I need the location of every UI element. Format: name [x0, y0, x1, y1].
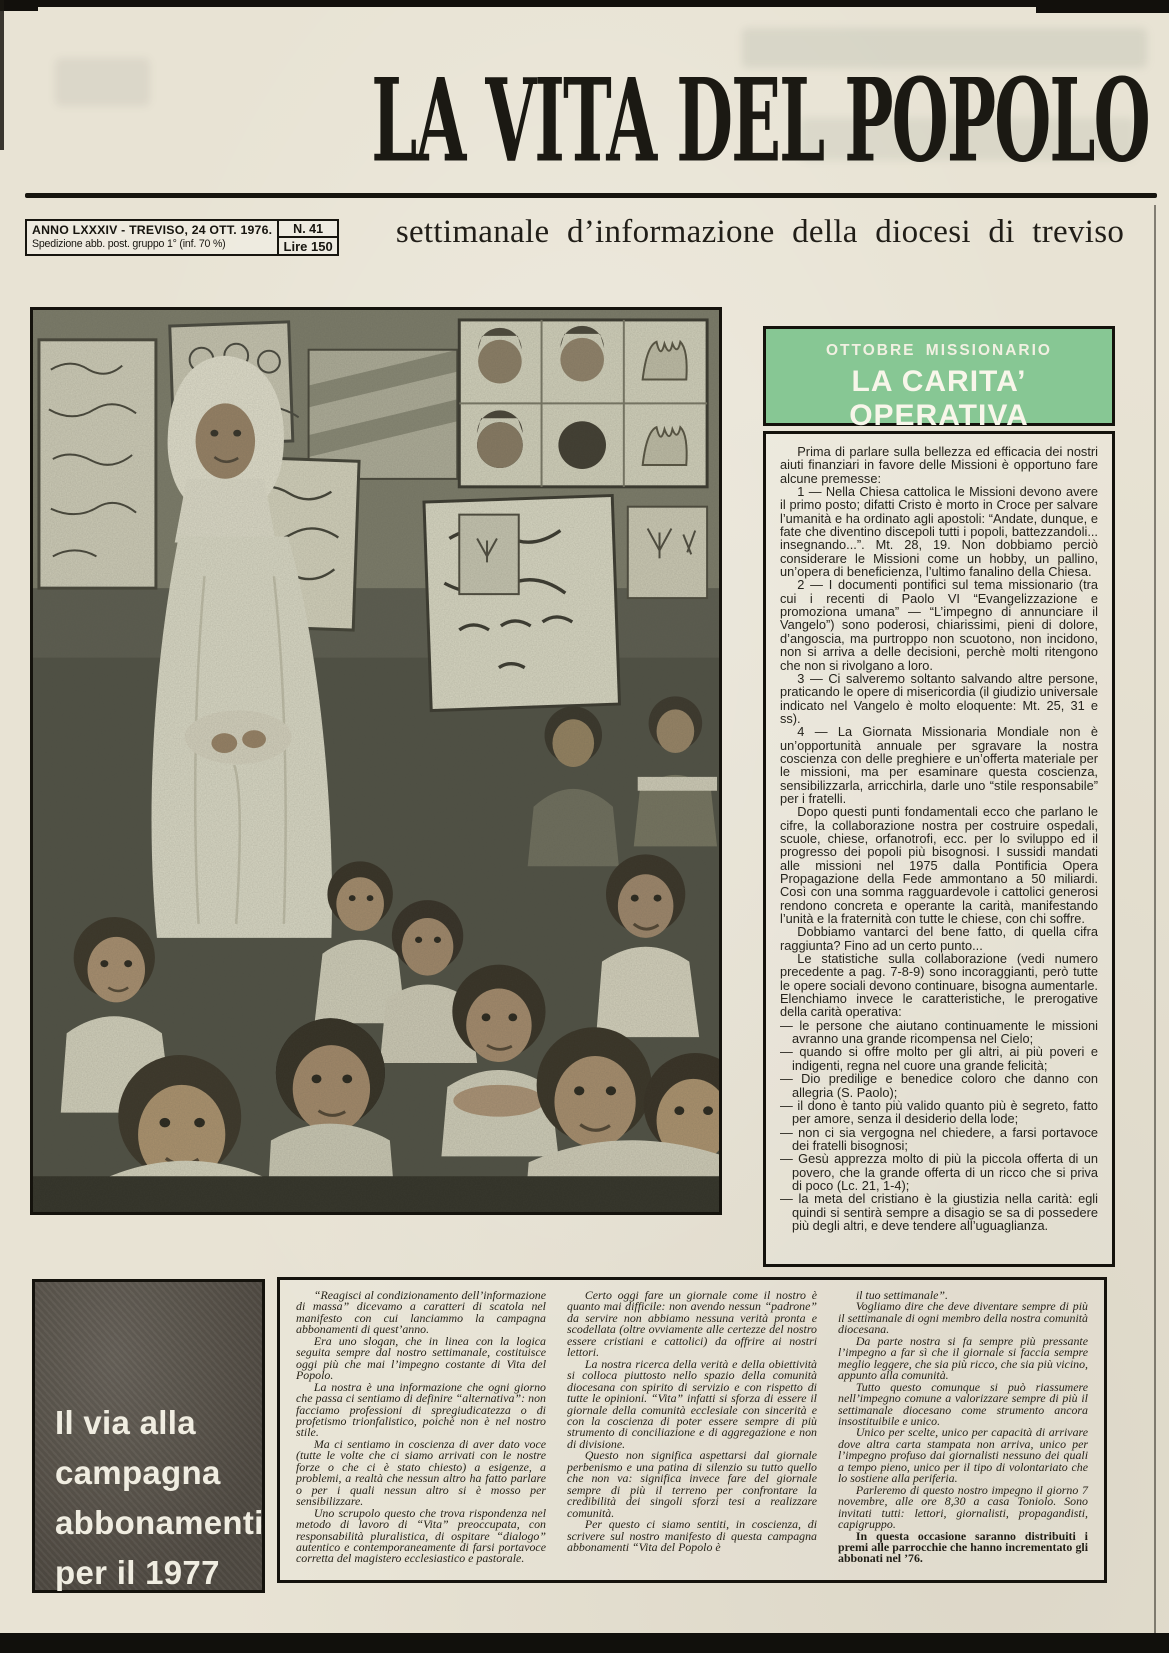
lead-paragraph: 2 — I documenti pontifici sul tema missionario (tra cui i recenti di Paolo VI “Evangelizzazione e promoziona umana” — “L’impegno di annunciare il Vangelo”) sono poderosi, chiarissimi, pieni di dolore, d’angoscia, ma purtroppo non scuotono, non incidono, non si arriva a delle decisioni, perchè molti ritengono che non si rivolgano a loro. — [780, 577, 1098, 673]
issue-date-line: ANNO LXXXIV - TREVISO, 24 OTT. 1976. — [32, 223, 273, 237]
lead-kicker: OTTOBRE MISSIONARIO — [825, 342, 1052, 359]
editorial-paragraph: Parleremo di questo nostro impegno il giorno 7 novembre, alle ore 8,30 a casa Toniolo. Sono invitati tutti: lettori, giornalisti, propagandisti, capigruppo. — [838, 1482, 1088, 1532]
lead-paragraph: 3 — Ci salveremo soltanto salvando altre persone, praticando le opere di misericordia (il giudizio universale indicato nel Vangelo è molto eloquente: Mt. 25, 31 e ss). — [780, 670, 1098, 726]
issue-price: Lire 150 — [283, 239, 333, 254]
editorial-paragraph: In questa occasione saranno distribuiti i premi alle parrocchie che hanno incrementato gli abbonati nel ’76. — [838, 1528, 1088, 1566]
promo-line: abbonamenti — [55, 1504, 264, 1541]
editorial-paragraph: Unico per scelte, unico per capacità di arrivare dove altra carta stampata non arriva, unico per l’impegno profuso dai giornalisti nessuno dei quali a tempo pieno, unico per il tipo di volontariato che lo sostiene alla periferia. — [838, 1425, 1088, 1486]
editorial-paragraph: La nostra ricerca della verità e della obiettività si colloca piuttosto nello spazio della comunità diocesana con spirito di servizio e con rispetto di tutte le opinioni. “Vita” infatti si sforza di essere il giornale della comunità ecclesiale con sincerità e con la coscienza di poter essere sempre di più strumento di conciliazione e di aggregazione e non di divisione. — [567, 1356, 817, 1451]
masthead-title: LA VITA DEL POPOLO — [371, 52, 1149, 188]
issue-postal-line: Spedizione abb. post. gruppo 1° (inf. 70 %) — [32, 238, 226, 250]
scan-edge-bottom — [0, 1633, 1169, 1653]
scan-edge-top — [0, 0, 1169, 7]
issue-info-left — [27, 221, 279, 254]
editorial-paragraph: Tutto questo comunque si può riassumere nell’impegno comune a valorizzare sempre di più il settimanale diocesano come strumento ancora insostituibile e unico. — [838, 1379, 1088, 1428]
lead-paragraph: 4 — La Giornata Missionaria Mondiale non è un’opportunità annuale per sgravare la nostra coscienza con delle preghiere e un’offerta materiale per le missioni, ma per esaminare questa coscienza, sensibilizzarla, arricchirla, darle uno “stile responsabile” per i fratelli. — [780, 724, 1098, 806]
editorial-column-2 — [567, 1290, 817, 1570]
scan-edge-left — [0, 0, 4, 150]
lead-bullet: — il dono è tanto più valido quanto più è segreto, fatto per amore, senza il desiderio della lode; — [780, 1097, 1098, 1127]
lead-bullet: — quando si offre molto per gli altri, ai più poveri e indigenti, regna nel cuore una grande felicità; — [780, 1044, 1098, 1073]
editorial-column-1 — [296, 1290, 546, 1570]
editorial-paragraph: “Reagisci al condizionamento dell’informazione di massa” dicevamo a caratteri di scatola nel manifesto con cui lanciammo la campagna abbonamenti di quest’anno. — [296, 1288, 546, 1337]
editorial-paragraph: il tuo settimanale”. — [855, 1288, 948, 1302]
lead-paragraph: Dobbiamo vantarci del bene fatto, di quella cifra raggiunta? Fino ad un certo punto... — [780, 924, 1098, 953]
editorial-paragraph: Era uno slogan, che in linea con la logica seguita sempre dal nostro settimanale, costituisce oggi più che mai l’impegno costante di Vita del Popolo. — [296, 1333, 546, 1383]
lead-paragraph: Le statistiche sulla collaborazione (vedi numero precedente a pag. 7-8-9) sono incoraggianti, però tutte le opere sociali devono continuare, bisogna aumentarle. Elenchiamo invece le caratteristiche, le prerogative della carità operativa: — [780, 951, 1098, 1020]
lead-bullet: — Gesù apprezza molto di più la piccola offerta di un povero, che la grande offerta di un ricco che si priva di poco (Lc. 21, 1-4); — [780, 1151, 1098, 1193]
editorial-column-3 — [838, 1290, 1088, 1570]
issue-info-box — [25, 219, 339, 256]
editorial-paragraph: Certo oggi fare un giornale come il nostro è quanto mai difficile: non avendo nessun “padrone” da servire non abbiamo nessuna verità pronta e scodellata (oltre ovviamente alle certezze del nostro essere cristiani e cattolici) da offrire ai nostri lettori. — [567, 1288, 817, 1360]
lead-paragraph: 1 — Nella Chiesa cattolica le Missioni devono avere il primo posto; difatti Cristo è morto in Croce per salvare l’umanità e ha ordinato agli apostoli: “Andate, dunque, e fate che diventino discepoli tutti i popoli, battezzandoli... insegnando...”. Mt. 28, 19. Non dobbiamo perciò considerare le Missioni come un hobby, un pallino, un’opera di beneficienza, l’ultimo fanalino della Chiesa. — [780, 484, 1098, 580]
editorial-paragraph: Per questo ci siamo sentiti, in coscienza, di scrivere sul nostro manifesto di questa campagna abbonamenti “Vita del Popolo è — [567, 1517, 817, 1554]
lead-article-header — [763, 326, 1115, 432]
editorial-paragraph: Da parte nostra si fa sempre più pressante l’impegno a far sì che il giornale si faccia sempre meglio leggere, che sia più ricco, che sia più vicino, appunto alla comunità. — [838, 1333, 1088, 1383]
issue-number: N. 41 — [293, 222, 324, 236]
masthead-subtitle: settimanale d’informazione della diocesi di treviso — [395, 214, 1125, 250]
lead-title: LA CARITA’ OPERATIVA — [849, 365, 1029, 432]
scan-edge-top-left — [0, 0, 38, 11]
page-edge-line — [1154, 205, 1156, 1633]
editorial-paragraph: Uno scrupolo questo che trova rispondenza nel metodo di lavoro di “Vita” preoccupata, con responsabilità pluralistica, di ospitare “dialogo” autentico e contemporaneamente di farsi portavoce corretta del magistero ecclesiastico e pastorale. — [296, 1505, 546, 1566]
lead-paragraph: Dopo questi punti fondamentali ecco che parlano le cifre, la collaborazione nostra per costruire ospedali, scuole, chiese, orfanotrofi, ecc. per lo sviluppo ed il progresso dei popoli più bisognosi. I sussidi mandati alle missioni nel 1975 dalla Pontificia Opera Propagazione della Fede ammontano a 50 miliardi. Così con una somma ragguardevole i cattolici generosi rendono concreta e operante la carità, manifestando l’unità e la fraternità con tutte le chiese, con chi soffre. — [780, 804, 1098, 927]
editorial-paragraph: Vogliamo dire che deve diventare sempre di più il settimanale di ogni membro della nostra comunità diocesana. — [838, 1299, 1088, 1337]
issue-info-right — [279, 221, 337, 254]
editorial-paragraph: La nostra è una informazione che ogni giorno che passa ci sentiamo di definire “alternativa”: non facciamo professioni di spregiudicatezza o di profetismo trionfalistico, poichè non è nel nostro stile. — [296, 1379, 546, 1440]
lead-bullet: — Dio predilige e benedice coloro che danno con allegria (S. Paolo); — [780, 1071, 1098, 1100]
classroom-photo — [30, 307, 722, 1215]
editorial-box — [277, 1277, 1107, 1583]
lead-paragraph: Prima di parlare sulla bellezza ed efficacia dei nostri aiuti finanziari in favore delle Missioni è opportuno fare alcune premesse: — [780, 444, 1098, 486]
lead-bullet: — non ci sia vergogna nel chiedere, a farsi portavoce dei fratelli bisognosi; — [780, 1124, 1098, 1153]
lead-bullet: — la meta del cristiano è la giustizia nella carità: egli quindi si sentirà sempre a disagio se sa di possedere più degli altri, e deve tendere all’uguaglianza. — [780, 1191, 1098, 1233]
masthead — [360, 52, 1160, 188]
editorial-paragraph: Questo non significa aspettarsi dal giornale perbenismo e una patina di silenzio su tutto quello che non va: significa invece fare del giornale sempre di più il terreno per confrontare la credibilità dei singoli sforzi tesi a realizzare comunità. — [567, 1448, 817, 1520]
promo-line: campagna — [55, 1454, 221, 1491]
promo-line: per il 1977 — [55, 1554, 220, 1591]
promo-line: Il via alla — [55, 1404, 196, 1441]
lead-bullet: — le persone che aiutano continuamente le missioni avranno una grande ricompensa nel Cielo; — [780, 1017, 1098, 1047]
subscription-promo-box — [32, 1279, 265, 1593]
lead-article-body — [763, 431, 1115, 1267]
editorial-paragraph: Ma ci sentiamo in coscienza di aver dato voce (tutte le volte che ci siamo arrivati con le nostre forze o che ci è stato chiesto) a esigenze, a problemi, a realtà che nessun altro ha fatto parlare o per i quali nessun altro si è mosso per sensibilizzare. — [296, 1436, 546, 1509]
scan-edge-top-right — [1036, 0, 1169, 13]
masthead-rule — [25, 193, 1157, 198]
bleedthrough-ghost — [55, 58, 150, 106]
